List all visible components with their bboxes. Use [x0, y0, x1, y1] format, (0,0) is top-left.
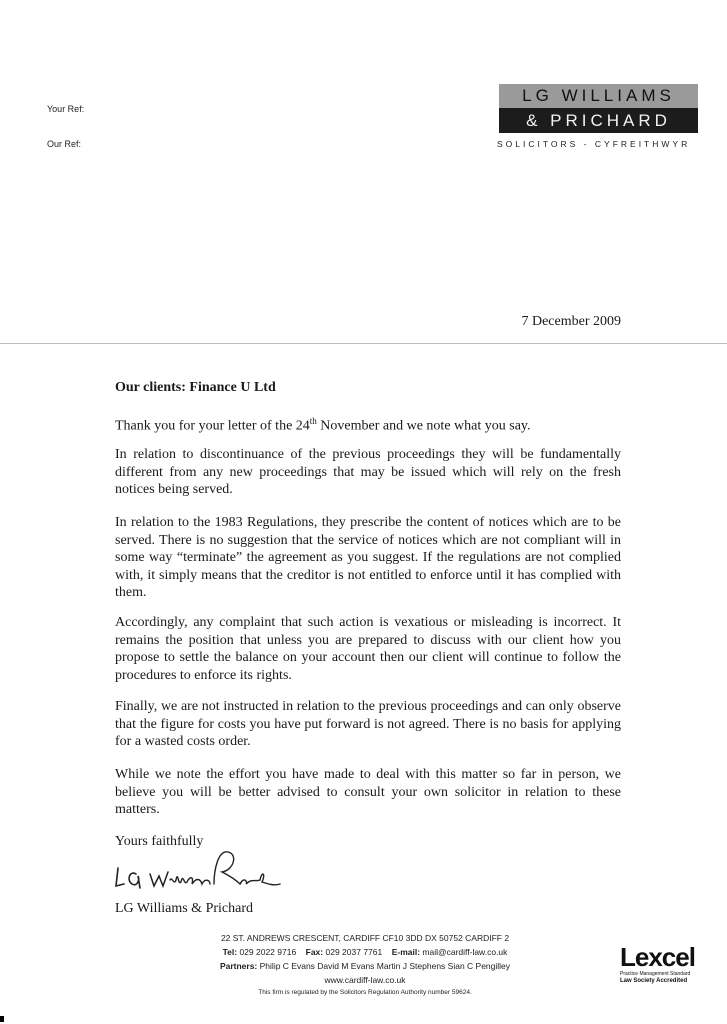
divider-line: [0, 343, 727, 344]
firm-logo-line1: LG WILLIAMS: [499, 84, 698, 108]
footer-partners: Partners: Philip C Evans David M Evans Martin J Stephens Sian C Pengilley: [219, 961, 511, 971]
letter-date: 7 December 2009: [521, 314, 621, 329]
our-ref-label: Our Ref:: [47, 139, 82, 149]
footer-website: www.cardiff-law.co.uk: [324, 975, 406, 985]
paragraph-1: Thank you for your letter of the 24th November and we note what you say.: [115, 416, 531, 434]
footer-regulation: This firm is regulated by the Solicitors Regulation Authority number 59624.: [258, 989, 472, 996]
handwritten-signature: [110, 840, 285, 895]
footer-tel: 029 2022 9716: [239, 947, 297, 957]
scan-mark: [0, 1016, 4, 1022]
footer-contacts: Tel: 029 2022 9716 Fax: 029 2037 7761 E-mail: mail@cardiff-law.co.uk: [222, 947, 508, 957]
footer-fax: 029 2037 7761: [325, 947, 383, 957]
signatory-name: LG Williams & Prichard: [115, 901, 253, 916]
footer-email: mail@cardiff-law.co.uk: [422, 947, 508, 957]
letter-subject: Our clients: Finance U Ltd: [115, 380, 276, 395]
lexcel-logo: Lexcel: [620, 942, 695, 972]
paragraph-4: Accordingly, any complaint that such action is vexatious or misleading is incorrect. It remains the position that unless you are prepared to discuss with our client how you propose to settle the balance on your account then our client will continue to follow the procedures to enforce its rights.: [115, 615, 621, 683]
closing-salutation: Yours faithfully: [115, 834, 204, 849]
lexcel-line2: Law Society Accredited: [620, 978, 688, 984]
firm-tagline: SOLICITORS - CYFREITHWYR: [497, 139, 691, 149]
footer-address: 22 ST. ANDREWS CRESCENT, CARDIFF CF10 3DD DX 50752 CARDIFF 2: [220, 933, 510, 943]
paragraph-6: While we note the effort you have made to deal with this matter so far in person, we believe you will be better advised to consult your own solicitor in relation to these matters.: [115, 767, 621, 817]
paragraph-3: In relation to the 1983 Regulations, they prescribe the content of notices which are to be served. There is no suggestion that the service of notices which are not compliant will in some way “terminate” the agreement as you suggest. If the regulations are not complied with, it simply means that the creditor is not entitled to enforce until it has complied with them.: [115, 515, 621, 600]
lexcel-line1: Practice Management Standard: [620, 971, 691, 977]
paragraph-2: In relation to discontinuance of the previous proceedings they will be fundamentally different from any new proceedings that may be issued which will rely on the fresh notices being served.: [115, 447, 621, 497]
your-ref-label: Your Ref:: [47, 104, 85, 114]
paragraph-5: Finally, we are not instructed in relation to the previous proceedings and can only observe that the figure for costs you have put forward is not agreed. There is no basis for applying for a wasted costs order.: [115, 699, 621, 749]
firm-logo-line2: & PRICHARD: [499, 108, 698, 133]
